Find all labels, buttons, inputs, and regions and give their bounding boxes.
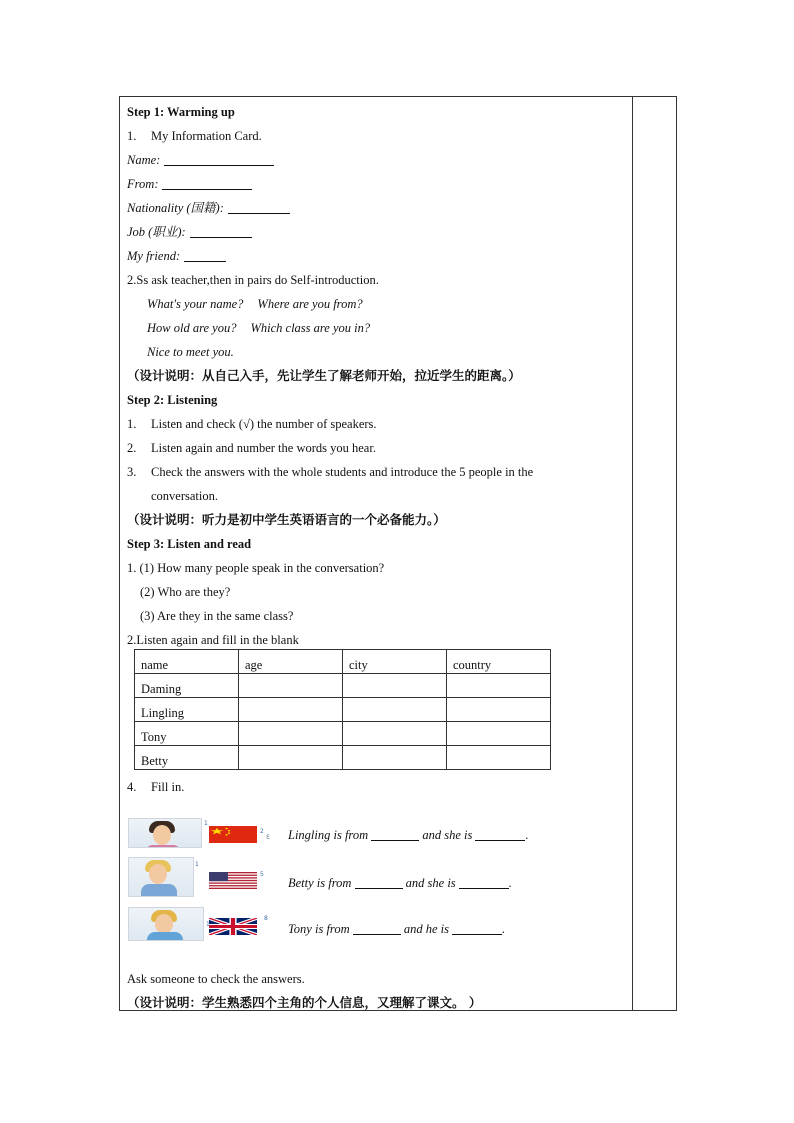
- step2-item: 3. Check the answers with the whole students and introduce the 5 people in the: [127, 465, 534, 479]
- field-friend: My friend:: [127, 244, 627, 268]
- table-header-cell: age: [239, 650, 343, 674]
- uk-flag-icon: [209, 918, 257, 935]
- blank-line[interactable]: [452, 922, 502, 935]
- blank-line[interactable]: [371, 828, 419, 841]
- step3-item4: 4. Fill in.: [127, 780, 185, 794]
- step3-question: (2) Who are they?: [140, 585, 231, 599]
- china-flag-icon: [209, 826, 257, 843]
- question-row: How old are you? Which class are you in?: [147, 321, 371, 335]
- picture-number: 1: [204, 820, 208, 827]
- table-cell[interactable]: [239, 746, 343, 770]
- table-cell[interactable]: [447, 698, 551, 722]
- step2-item: 2. Listen again and number the words you hear.: [127, 441, 376, 455]
- table-cell: Tony: [135, 722, 239, 746]
- table-header-cell: name: [135, 650, 239, 674]
- step3-item2: 2.Listen again and fill in the blank: [127, 633, 299, 647]
- table-header-cell: city: [343, 650, 447, 674]
- table-cell[interactable]: [447, 674, 551, 698]
- table-cell[interactable]: [343, 746, 447, 770]
- field-job: Job (职业):: [127, 220, 627, 244]
- picture-number: 2: [260, 828, 264, 835]
- blank-line[interactable]: [353, 922, 401, 935]
- table-cell: Daming: [135, 674, 239, 698]
- fill-in-table: [134, 649, 551, 770]
- table-cell: Betty: [135, 746, 239, 770]
- fill-sentence: Lingling is from and she is .: [288, 828, 529, 842]
- table-row: [135, 722, 551, 746]
- fill-row-lingling: [128, 818, 608, 854]
- table-cell[interactable]: [447, 722, 551, 746]
- fill-row-betty: [128, 857, 608, 899]
- check-answers: Ask someone to check the answers.: [127, 972, 305, 986]
- step2-heading: Step 2: Listening: [127, 393, 218, 407]
- lesson-content: [127, 100, 627, 652]
- step1-item1: 1. My Information Card.: [127, 129, 262, 143]
- table-header-cell: country: [447, 650, 551, 674]
- table-row: [135, 698, 551, 722]
- tony-portrait: [128, 907, 204, 941]
- step2-item-cont: conversation.: [151, 489, 218, 503]
- step3-question: 1. (1) How many people speak in the conversation?: [127, 561, 385, 575]
- blank-line[interactable]: [164, 153, 274, 166]
- table-row: [135, 746, 551, 770]
- question-row: Nice to meet you.: [147, 345, 234, 359]
- fill-row-tony: [128, 907, 608, 943]
- step1-heading: Step 1: Warming up: [127, 105, 235, 119]
- table-cell[interactable]: [239, 698, 343, 722]
- blank-line[interactable]: [459, 876, 509, 889]
- table-header-row: [135, 650, 551, 674]
- table-cell[interactable]: [343, 674, 447, 698]
- field-from: From:: [127, 172, 627, 196]
- picture-number: 1: [195, 861, 199, 868]
- column-divider: [632, 96, 633, 1011]
- table-cell[interactable]: [447, 746, 551, 770]
- question-row: What's your name? Where are you from?: [147, 297, 363, 311]
- picture-number: 1: [206, 921, 210, 928]
- picture-number: 8: [264, 915, 268, 922]
- table-cell[interactable]: [239, 722, 343, 746]
- step2-item: 1. Listen and check (√) the number of speakers.: [127, 417, 377, 431]
- design-note: （设计说明：学生熟悉四个主角的个人信息，又理解了课文。 ）: [127, 995, 482, 1010]
- blank-line[interactable]: [475, 828, 525, 841]
- lingling-portrait: [128, 818, 202, 848]
- table-cell: Lingling: [135, 698, 239, 722]
- step3-question: (3) Are they in the same class?: [140, 609, 294, 623]
- field-nationality: Nationality (国籍):: [127, 196, 627, 220]
- speech-dots-icon: ε: [266, 832, 271, 841]
- picture-number: 5: [260, 871, 264, 878]
- step1-item2: 2.Ss ask teacher,then in pairs do Self-introduction.: [127, 273, 379, 287]
- table-row: [135, 674, 551, 698]
- table-cell[interactable]: [239, 674, 343, 698]
- blank-line[interactable]: [228, 201, 290, 214]
- usa-flag-icon: [209, 872, 257, 889]
- table-cell[interactable]: [343, 698, 447, 722]
- blank-line[interactable]: [184, 249, 226, 262]
- field-name: Name:: [127, 148, 627, 172]
- step3-heading: Step 3: Listen and read: [127, 537, 252, 551]
- blank-line[interactable]: [355, 876, 403, 889]
- blank-line[interactable]: [190, 225, 252, 238]
- design-note: （设计说明：听力是初中学生英语语言的一个必备能力。）: [127, 512, 446, 527]
- design-note: （设计说明：从自己入手，先让学生了解老师开始，拉近学生的距离。）: [127, 368, 521, 383]
- betty-portrait: [128, 857, 194, 897]
- table-cell[interactable]: [343, 722, 447, 746]
- fill-sentence: Betty is from and she is .: [288, 876, 512, 890]
- blank-line[interactable]: [162, 177, 252, 190]
- fill-sentence: Tony is from and he is .: [288, 922, 506, 936]
